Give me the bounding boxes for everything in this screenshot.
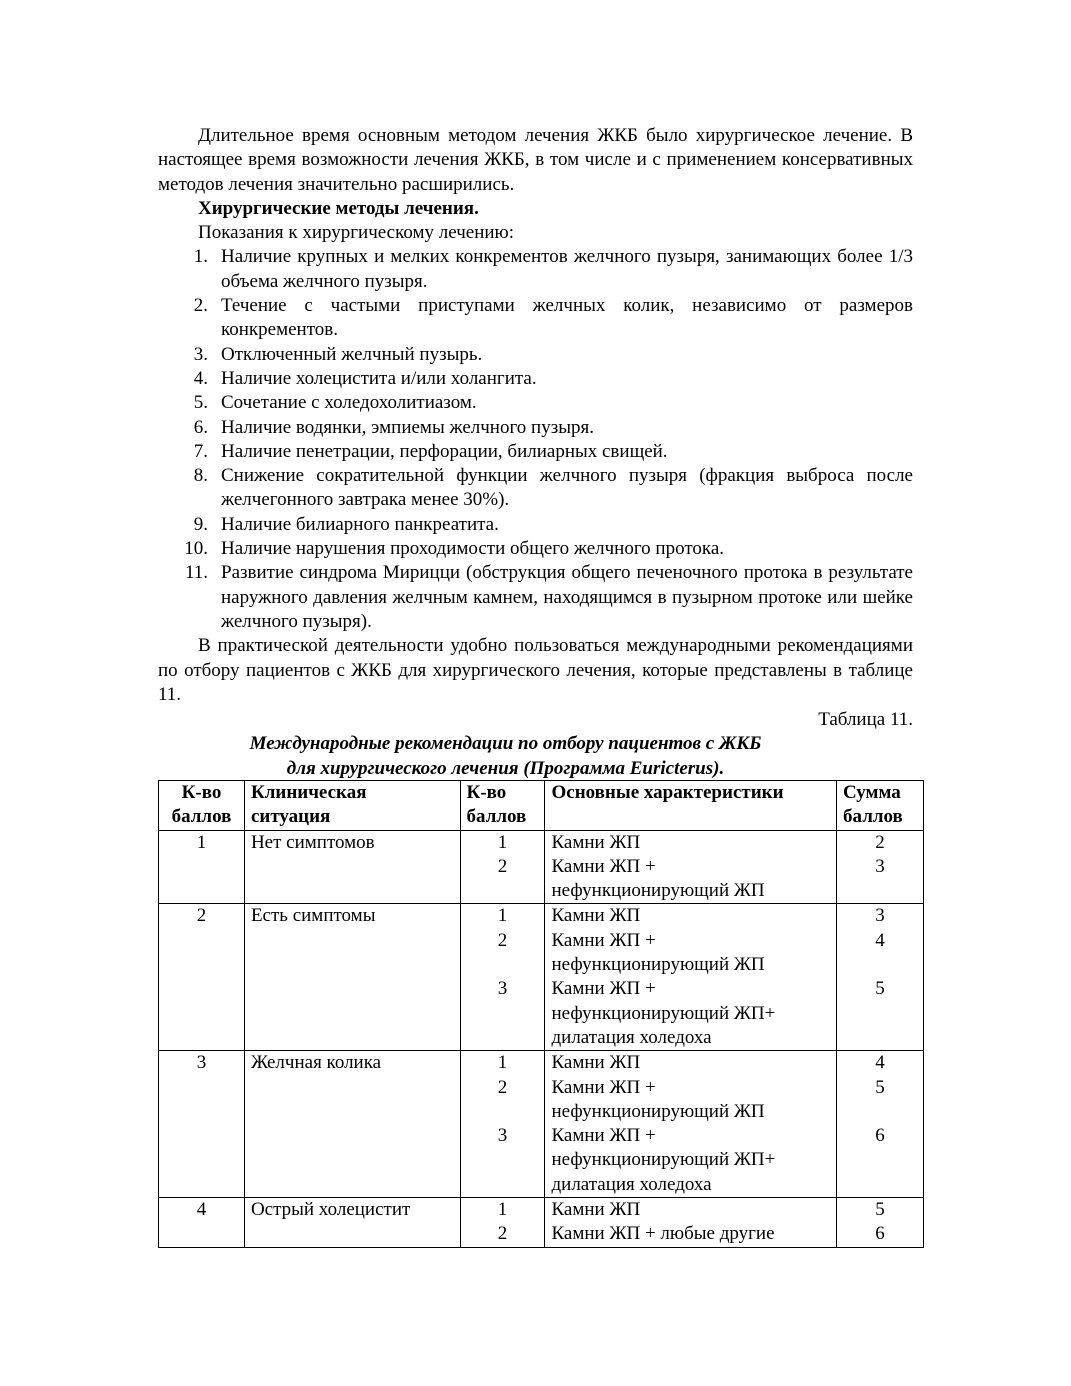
cell-sub-points-line: 3: [497, 978, 508, 1000]
indication-number: 3.: [193, 343, 208, 365]
cell-sub-points: [460, 1198, 545, 1248]
cell-sub-points-line: 2: [497, 1223, 508, 1245]
cell-sum: [837, 1198, 924, 1248]
euricterus-table: [158, 780, 924, 1248]
table-row: [159, 1198, 924, 1248]
header-characteristics: Основные характеристики: [545, 781, 837, 831]
indication-text: Наличие холецистита и/или холангита.: [221, 367, 537, 389]
cell-sum-line: 2: [875, 831, 885, 853]
cell-characteristics-line: нефункционирующий ЖП: [551, 880, 765, 902]
cell-characteristics-line: Камни ЖП + любые другие: [551, 1223, 775, 1245]
cell-sub-points-line: 1: [497, 1052, 508, 1074]
indication-text: Наличие пенетрации, перфорации, билиарных свищей.: [221, 440, 668, 462]
indication-item: [158, 367, 913, 391]
indication-text: Сочетание с холедохолитиазом.: [221, 392, 477, 414]
cell-sub-points-line: [467, 953, 539, 977]
header-sum: Сумма баллов: [837, 781, 924, 831]
indication-item: [158, 537, 913, 561]
indications-list: [158, 245, 913, 634]
cell-characteristics-line: дилатация холедоха: [551, 1173, 712, 1195]
cell-characteristics-line: Камни ЖП +: [551, 855, 656, 877]
cell-sum: [837, 1051, 924, 1198]
indication-item: [158, 343, 913, 367]
indication-number: 11.: [184, 562, 208, 584]
cell-points: 3: [159, 1051, 245, 1198]
cell-sum-line: 3: [875, 855, 885, 877]
cell-characteristics-line: дилатация холедоха: [551, 1026, 712, 1048]
cell-characteristics-line: Камни ЖП +: [551, 1125, 656, 1147]
closing-paragraph: В практической деятельности удобно пользоваться международными рекомендациями по отбору пациентов с ЖКБ для хирургического лечения, которые представлены в таблице 11.: [158, 635, 913, 705]
cell-sub-points-line: [467, 1100, 539, 1124]
cell-sub-points: [460, 1051, 545, 1198]
cell-characteristics-line: нефункционирующий ЖП+: [551, 1002, 776, 1024]
cell-sub-points-line: 1: [497, 905, 508, 927]
cell-sum-line: [843, 1026, 917, 1050]
section-heading: Хирургические методы лечения.: [198, 197, 479, 219]
indication-number: 9.: [193, 513, 208, 535]
table-caption-line-1: Международные рекомендации по отбору пациентов с ЖКБ: [249, 733, 762, 755]
cell-sub-points: [460, 830, 545, 904]
indication-text: Течение с частыми приступами желчных колик, независимо от размеров конкрементов.: [221, 295, 913, 341]
cell-sub-points-line: 3: [497, 1125, 508, 1147]
cell-characteristics-line: нефункционирующий ЖП+: [551, 1149, 776, 1171]
indication-item: [158, 464, 913, 513]
cell-sub-points: [460, 904, 545, 1051]
cell-sum-line: [843, 1002, 917, 1026]
cell-sub-points-line: 2: [497, 1076, 508, 1098]
cell-sub-points-line: [467, 1002, 539, 1026]
cell-characteristics: [545, 1198, 837, 1248]
cell-sum-line: [843, 1173, 917, 1197]
cell-characteristics-line: Камни ЖП: [551, 1199, 641, 1221]
cell-sum-line: [843, 1148, 917, 1172]
indication-item: [158, 245, 913, 294]
cell-sub-points-line: [467, 1148, 539, 1172]
cell-sum: [837, 904, 924, 1051]
indication-number: 10.: [184, 538, 208, 560]
indication-text: Снижение сократительной функции желчного пузыря (фракция выброса после желчегонного завтрака менее 30%).: [221, 465, 913, 511]
cell-sum-line: 6: [875, 1223, 885, 1245]
cell-sum-line: 5: [875, 978, 885, 1000]
cell-situation: Есть симптомы: [244, 904, 460, 1051]
cell-characteristics-line: нефункционирующий ЖП: [551, 1100, 765, 1122]
table-row: [159, 904, 924, 1051]
cell-characteristics-line: нефункционирующий ЖП: [551, 954, 765, 976]
header-points: К-во баллов: [159, 781, 245, 831]
cell-characteristics-line: Камни ЖП +: [551, 1076, 656, 1098]
indication-item: [158, 513, 913, 537]
indication-text: Наличие нарушения проходимости общего желчного протока.: [221, 538, 725, 560]
table-header-row: [159, 781, 924, 831]
cell-sum-line: [843, 879, 917, 903]
cell-sub-points-line: [467, 1173, 539, 1197]
table-row: [159, 1051, 924, 1198]
cell-sum-line: 4: [875, 929, 885, 951]
cell-sum-line: [843, 953, 917, 977]
document-page: [158, 124, 913, 781]
indication-item: [158, 561, 913, 634]
indication-item: [158, 294, 913, 343]
indication-number: 2.: [193, 295, 208, 317]
cell-sum-line: 5: [875, 1076, 885, 1098]
indication-number: 1.: [193, 246, 208, 268]
cell-characteristics: [545, 904, 837, 1051]
header-sub-points: К-во баллов: [460, 781, 545, 831]
table-caption-line-2: для хирургического лечения (Программа Euricterus).: [286, 757, 725, 779]
cell-characteristics: [545, 1051, 837, 1198]
indication-item: [158, 416, 913, 440]
cell-sub-points-line: 2: [497, 929, 508, 951]
indication-item: [158, 440, 913, 464]
cell-characteristics-line: Камни ЖП: [551, 831, 641, 853]
indication-text: Наличие крупных и мелких конкрементов желчного пузыря, занимающих более 1/3 объема желчного пузыря.: [221, 246, 913, 292]
cell-sub-points-line: [467, 1026, 539, 1050]
intro-paragraph: Длительное время основным методом лечения ЖКБ было хирургическое лечение. В настоящее время возможности лечения ЖКБ, в том числе и с применением консервативных методов лечения значительно расширились.: [158, 125, 913, 195]
indication-number: 4.: [193, 367, 208, 389]
indication-number: 8.: [193, 465, 208, 487]
cell-characteristics-line: Камни ЖП +: [551, 929, 656, 951]
cell-points: 4: [159, 1198, 245, 1248]
indication-number: 7.: [193, 440, 208, 462]
cell-points: 2: [159, 904, 245, 1051]
cell-sum-line: 5: [875, 1199, 885, 1221]
cell-sub-points-line: 1: [497, 831, 508, 853]
header-situation: Клиническая ситуация: [244, 781, 460, 831]
table-row: [159, 830, 924, 904]
cell-sum-line: 6: [875, 1125, 885, 1147]
indication-number: 6.: [193, 416, 208, 438]
cell-sub-points-line: [467, 879, 539, 903]
indication-text: Развитие синдрома Мирицци (обструкция общего печеночного протока в результате наружного давления желчным камнем, находящимся в пузырном протоке или шейке желчного пузыря).: [221, 562, 913, 632]
indication-text: Наличие билиарного панкреатита.: [221, 513, 499, 535]
table-label: Таблица 11.: [818, 709, 913, 731]
indication-item: [158, 391, 913, 415]
cell-situation: Нет симптомов: [244, 830, 460, 904]
cell-characteristics-line: Камни ЖП +: [551, 978, 656, 1000]
cell-sum-line: 4: [875, 1052, 885, 1074]
cell-characteristics-line: Камни ЖП: [551, 905, 641, 927]
cell-sub-points-line: 1: [497, 1199, 508, 1221]
indication-text: Наличие водянки, эмпиемы желчного пузыря.: [221, 416, 594, 438]
indications-lead: Показания к хирургическому лечению:: [198, 222, 515, 244]
cell-characteristics-line: Камни ЖП: [551, 1052, 641, 1074]
cell-sum-line: [843, 1100, 917, 1124]
cell-sum: [837, 830, 924, 904]
indication-number: 5.: [193, 392, 208, 414]
cell-sum-line: 3: [875, 905, 885, 927]
cell-characteristics: [545, 830, 837, 904]
cell-situation: Острый холецистит: [244, 1198, 460, 1248]
indication-text: Отключенный желчный пузырь.: [221, 343, 483, 365]
cell-situation: Желчная колика: [244, 1051, 460, 1198]
cell-points: 1: [159, 830, 245, 904]
cell-sub-points-line: 2: [497, 855, 508, 877]
